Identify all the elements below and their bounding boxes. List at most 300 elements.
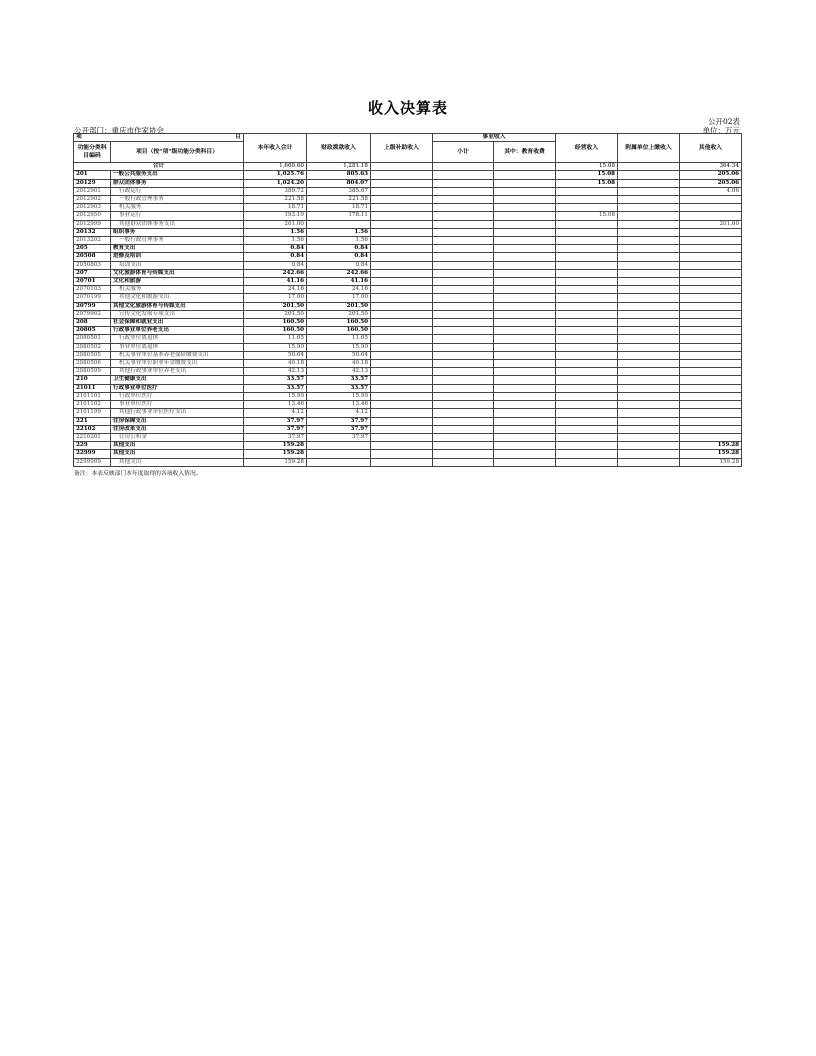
cell-education <box>494 253 556 261</box>
cell-superior <box>371 196 433 204</box>
cell-affiliated <box>618 319 680 327</box>
cell-name: 其他支出 <box>111 442 244 450</box>
header-name: 项目（按“项”级功能分类科目） <box>111 142 244 163</box>
cell-fiscal: 805.63 <box>307 171 371 179</box>
cell-education <box>494 171 556 179</box>
cell-operating <box>556 196 618 204</box>
cell-affiliated <box>618 187 680 195</box>
cell-fiscal: 242.66 <box>307 269 371 277</box>
cell-code: 221 <box>74 417 111 425</box>
cell-operating <box>556 351 618 359</box>
cell-total: 50.64 <box>244 351 307 359</box>
cell-total: 201.50 <box>244 302 307 310</box>
table-row <box>74 196 742 204</box>
cell-operating <box>556 384 618 392</box>
cell-other <box>680 376 742 384</box>
table-row <box>74 319 742 327</box>
cell-name: 其他行政事业单位养老支出 <box>111 368 244 376</box>
cell-total: 221.58 <box>244 196 307 204</box>
table-row <box>74 425 742 433</box>
cell-affiliated <box>618 245 680 253</box>
cell-other <box>680 351 742 359</box>
cell-subtotal <box>433 327 494 335</box>
cell-code: 210 <box>74 376 111 384</box>
table-row <box>74 261 742 269</box>
cell-affiliated <box>618 351 680 359</box>
cell-total: 0.84 <box>244 253 307 261</box>
cell-operating <box>556 253 618 261</box>
cell-code: 22999 <box>74 450 111 458</box>
cell-superior <box>371 376 433 384</box>
cell-operating <box>556 261 618 269</box>
table-row <box>74 278 742 286</box>
cell-name: 文化和旅游 <box>111 278 244 286</box>
cell-education <box>494 196 556 204</box>
cell-fiscal <box>307 450 371 458</box>
cell-name: 事业运行 <box>111 212 244 220</box>
cell-operating <box>556 458 618 466</box>
cell-education <box>494 179 556 187</box>
cell-code: 2080501 <box>74 335 111 343</box>
table-row <box>74 417 742 425</box>
cell-education <box>494 384 556 392</box>
cell-subtotal <box>433 433 494 441</box>
cell-operating <box>556 327 618 335</box>
cell-subtotal <box>433 187 494 195</box>
cell-total: 11.65 <box>244 335 307 343</box>
cell-education <box>494 269 556 277</box>
cell-fiscal: 42.13 <box>307 368 371 376</box>
cell-operating <box>556 269 618 277</box>
cell-name: 行政运行 <box>111 187 244 195</box>
cell-subtotal <box>433 376 494 384</box>
total-other: 364.34 <box>680 163 742 171</box>
cell-name: 群众团体事务 <box>111 179 244 187</box>
cell-code: 2012903 <box>74 204 111 212</box>
cell-affiliated <box>618 442 680 450</box>
cell-superior <box>371 204 433 212</box>
cell-operating <box>556 360 618 368</box>
cell-name: 进修及培训 <box>111 253 244 261</box>
cell-affiliated <box>618 343 680 351</box>
cell-total: 15.90 <box>244 343 307 351</box>
cell-subtotal <box>433 302 494 310</box>
cell-superior <box>371 327 433 335</box>
cell-affiliated <box>618 196 680 204</box>
table-row <box>74 245 742 253</box>
cell-operating <box>556 310 618 318</box>
table-row <box>74 458 742 466</box>
cell-education <box>494 294 556 302</box>
cell-superior <box>371 442 433 450</box>
cell-total: 201.00 <box>244 220 307 228</box>
cell-affiliated <box>618 204 680 212</box>
cell-subtotal <box>433 212 494 220</box>
department-label: 公开部门：重庆市作家协会 <box>74 126 164 135</box>
cell-fiscal: 50.64 <box>307 351 371 359</box>
cell-total: 160.50 <box>244 319 307 327</box>
cell-fiscal <box>307 442 371 450</box>
cell-operating <box>556 286 618 294</box>
cell-other <box>680 237 742 245</box>
cell-operating <box>556 376 618 384</box>
cell-code: 201 <box>74 171 111 179</box>
cell-fiscal: 221.58 <box>307 196 371 204</box>
total-education <box>494 163 556 171</box>
cell-other <box>680 261 742 269</box>
cell-total: 4.12 <box>244 409 307 417</box>
cell-total: 0.84 <box>244 261 307 269</box>
cell-fiscal: 0.84 <box>307 245 371 253</box>
cell-other <box>680 294 742 302</box>
cell-superior <box>371 187 433 195</box>
cell-superior <box>371 278 433 286</box>
cell-fiscal: 0.84 <box>307 261 371 269</box>
cell-education <box>494 425 556 433</box>
header-affiliated: 附属单位上缴收入 <box>618 134 680 163</box>
cell-code: 2080599 <box>74 368 111 376</box>
cell-affiliated <box>618 237 680 245</box>
cell-code: 205 <box>74 245 111 253</box>
cell-affiliated <box>618 433 680 441</box>
cell-affiliated <box>618 278 680 286</box>
cell-total: 17.00 <box>244 294 307 302</box>
cell-education <box>494 302 556 310</box>
table-row <box>74 360 742 368</box>
cell-affiliated <box>618 425 680 433</box>
cell-affiliated <box>618 261 680 269</box>
cell-affiliated <box>618 327 680 335</box>
table-row <box>74 409 742 417</box>
cell-education <box>494 278 556 286</box>
cell-name: 行政事业单位养老支出 <box>111 327 244 335</box>
cell-operating: 15.08 <box>556 171 618 179</box>
cell-subtotal <box>433 171 494 179</box>
cell-fiscal: 0.84 <box>307 253 371 261</box>
cell-total: 37.97 <box>244 417 307 425</box>
cell-subtotal <box>433 278 494 286</box>
cell-subtotal <box>433 286 494 294</box>
cell-name: 其他文化和旅游支出 <box>111 294 244 302</box>
table-row <box>74 253 742 261</box>
cell-superior <box>371 458 433 466</box>
cell-subtotal <box>433 335 494 343</box>
cell-other: 159.28 <box>680 442 742 450</box>
cell-operating <box>556 343 618 351</box>
cell-total: 159.28 <box>244 450 307 458</box>
cell-code: 208 <box>74 319 111 327</box>
cell-other <box>680 228 742 236</box>
cell-other <box>680 401 742 409</box>
cell-superior <box>371 245 433 253</box>
cell-subtotal <box>433 237 494 245</box>
cell-superior <box>371 417 433 425</box>
cell-operating <box>556 319 618 327</box>
header-superior: 上级补助收入 <box>371 134 433 163</box>
cell-operating <box>556 204 618 212</box>
cell-name: 文化旅游体育与传媒支出 <box>111 269 244 277</box>
cell-other <box>680 286 742 294</box>
cell-name: 卫生健康支出 <box>111 376 244 384</box>
cell-fiscal: 37.97 <box>307 433 371 441</box>
cell-operating: 15.08 <box>556 212 618 220</box>
table-row <box>74 179 742 187</box>
cell-other <box>680 335 742 343</box>
cell-name: 其他文化旅游体育与传媒支出 <box>111 302 244 310</box>
table-row <box>74 401 742 409</box>
cell-other <box>680 433 742 441</box>
cell-subtotal <box>433 458 494 466</box>
cell-affiliated <box>618 212 680 220</box>
cell-name: 其他群众团体事务支出 <box>111 220 244 228</box>
cell-superior <box>371 253 433 261</box>
cell-name: 行政单位医疗 <box>111 392 244 400</box>
table-row <box>74 220 742 228</box>
cell-fiscal: 201.50 <box>307 310 371 318</box>
cell-fiscal: 18.71 <box>307 204 371 212</box>
cell-other <box>680 392 742 400</box>
cell-education <box>494 245 556 253</box>
form-number: 公开02表 <box>707 117 740 126</box>
cell-superior <box>371 433 433 441</box>
cell-code: 2012901 <box>74 187 111 195</box>
cell-other: 205.06 <box>680 179 742 187</box>
cell-other <box>680 417 742 425</box>
cell-operating <box>556 245 618 253</box>
header-education: 其中：教育收费 <box>494 142 556 163</box>
cell-name: 行政事业单位医疗 <box>111 384 244 392</box>
cell-fiscal <box>307 220 371 228</box>
total-operating: 15.08 <box>556 163 618 171</box>
total-subtotal <box>433 163 494 171</box>
cell-name: 机关事业单位基本养老保险缴费支出 <box>111 351 244 359</box>
cell-subtotal <box>433 409 494 417</box>
cell-subtotal <box>433 450 494 458</box>
cell-code: 20508 <box>74 253 111 261</box>
cell-name: 社会保障和就业支出 <box>111 319 244 327</box>
cell-affiliated <box>618 269 680 277</box>
cell-subtotal <box>433 228 494 236</box>
header-xiang: 项 <box>74 134 111 142</box>
cell-education <box>494 409 556 417</box>
cell-operating <box>556 392 618 400</box>
cell-name: 机关事业单位职业年金缴费支出 <box>111 360 244 368</box>
cell-fiscal: 385.67 <box>307 187 371 195</box>
cell-education <box>494 433 556 441</box>
cell-operating <box>556 417 618 425</box>
cell-superior <box>371 360 433 368</box>
cell-total: 37.97 <box>244 433 307 441</box>
cell-other: 159.28 <box>680 458 742 466</box>
cell-superior <box>371 384 433 392</box>
cell-code: 21011 <box>74 384 111 392</box>
cell-fiscal: 17.00 <box>307 294 371 302</box>
cell-code: 2070103 <box>74 286 111 294</box>
cell-other <box>680 204 742 212</box>
total-total: 1,660.60 <box>244 163 307 171</box>
table-row <box>74 294 742 302</box>
cell-other <box>680 269 742 277</box>
cell-education <box>494 261 556 269</box>
cell-affiliated <box>618 310 680 318</box>
cell-other <box>680 310 742 318</box>
table-row <box>74 335 742 343</box>
cell-code: 2210201 <box>74 433 111 441</box>
cell-code: 2101199 <box>74 409 111 417</box>
cell-operating: 15.08 <box>556 179 618 187</box>
cell-total: 33.57 <box>244 384 307 392</box>
cell-superior <box>371 319 433 327</box>
cell-affiliated <box>618 392 680 400</box>
cell-operating <box>556 302 618 310</box>
cell-name: 其他支出 <box>111 458 244 466</box>
cell-code: 207 <box>74 269 111 277</box>
cell-total: 33.57 <box>244 376 307 384</box>
header-fiscal: 财政拨款收入 <box>307 134 371 163</box>
cell-education <box>494 237 556 245</box>
total-fiscal: 1,281.18 <box>307 163 371 171</box>
table-row <box>74 392 742 400</box>
cell-education <box>494 220 556 228</box>
cell-fiscal: 15.90 <box>307 343 371 351</box>
cell-name: 事业单位医疗 <box>111 401 244 409</box>
cell-operating <box>556 237 618 245</box>
cell-other <box>680 196 742 204</box>
cell-affiliated <box>618 228 680 236</box>
cell-superior <box>371 351 433 359</box>
cell-education <box>494 319 556 327</box>
cell-superior <box>371 302 433 310</box>
cell-code: 2101101 <box>74 392 111 400</box>
table-row <box>74 212 742 220</box>
cell-education <box>494 335 556 343</box>
cell-fiscal <box>307 458 371 466</box>
table-row <box>74 433 742 441</box>
cell-operating <box>556 442 618 450</box>
cell-name: 教育支出 <box>111 245 244 253</box>
cell-operating <box>556 425 618 433</box>
cell-name: 其他行政事业单位医疗支出 <box>111 409 244 417</box>
cell-superior <box>371 343 433 351</box>
cell-education <box>494 450 556 458</box>
total-superior <box>371 163 433 171</box>
cell-education <box>494 228 556 236</box>
cell-education <box>494 310 556 318</box>
cell-superior <box>371 401 433 409</box>
unit-label: 单位：万元 <box>702 126 740 135</box>
cell-fiscal: 13.46 <box>307 401 371 409</box>
cell-superior <box>371 409 433 417</box>
cell-fiscal: 15.99 <box>307 392 371 400</box>
cell-subtotal <box>433 417 494 425</box>
footnote: 备注：本表反映部门本年度取得的各项收入情况。 <box>74 471 202 477</box>
cell-operating <box>556 450 618 458</box>
cell-total: 1,025.76 <box>244 171 307 179</box>
header-total-income: 本年收入合计 <box>244 134 307 163</box>
header-operating: 经营收入 <box>556 134 618 163</box>
total-row <box>74 163 742 171</box>
cell-education <box>494 368 556 376</box>
cell-total: 389.72 <box>244 187 307 195</box>
cell-name: 一般行政管理事务 <box>111 237 244 245</box>
cell-superior <box>371 286 433 294</box>
table-row <box>74 351 742 359</box>
cell-code: 20132 <box>74 228 111 236</box>
cell-affiliated <box>618 384 680 392</box>
cell-total: 193.19 <box>244 212 307 220</box>
cell-superior <box>371 335 433 343</box>
cell-subtotal <box>433 294 494 302</box>
cell-name: 培训支出 <box>111 261 244 269</box>
cell-total: 42.13 <box>244 368 307 376</box>
cell-affiliated <box>618 376 680 384</box>
cell-superior <box>371 368 433 376</box>
cell-affiliated <box>618 286 680 294</box>
cell-affiliated <box>618 401 680 409</box>
cell-total: 40.18 <box>244 360 307 368</box>
table-body <box>74 163 742 467</box>
cell-total: 15.99 <box>244 392 307 400</box>
cell-education <box>494 327 556 335</box>
table-row <box>74 310 742 318</box>
cell-other <box>680 319 742 327</box>
cell-subtotal <box>433 401 494 409</box>
cell-subtotal <box>433 368 494 376</box>
total-affiliated <box>618 163 680 171</box>
cell-other <box>680 368 742 376</box>
cell-total: 37.97 <box>244 425 307 433</box>
table-row <box>74 376 742 384</box>
cell-code: 2012999 <box>74 220 111 228</box>
cell-superior <box>371 212 433 220</box>
cell-other <box>680 384 742 392</box>
cell-subtotal <box>433 220 494 228</box>
cell-fiscal: 804.07 <box>307 179 371 187</box>
cell-superior <box>371 269 433 277</box>
cell-affiliated <box>618 335 680 343</box>
cell-superior <box>371 425 433 433</box>
cell-total: 160.50 <box>244 327 307 335</box>
header-business: 事业收入 <box>433 134 556 142</box>
cell-fiscal: 4.12 <box>307 409 371 417</box>
cell-subtotal <box>433 425 494 433</box>
header-code: 功能分类科目编码 <box>74 142 111 163</box>
table-row <box>74 228 742 236</box>
cell-subtotal <box>433 310 494 318</box>
cell-education <box>494 360 556 368</box>
cell-code: 2080502 <box>74 343 111 351</box>
cell-name: 住房保障支出 <box>111 417 244 425</box>
cell-total: 13.46 <box>244 401 307 409</box>
cell-superior <box>371 179 433 187</box>
cell-operating <box>556 335 618 343</box>
cell-total: 1.56 <box>244 237 307 245</box>
table-row <box>74 269 742 277</box>
income-table <box>73 133 742 467</box>
cell-fiscal: 24.16 <box>307 286 371 294</box>
cell-subtotal <box>433 360 494 368</box>
cell-superior <box>371 392 433 400</box>
cell-name: 住房公积金 <box>111 433 244 441</box>
cell-superior <box>371 237 433 245</box>
cell-code: 2012902 <box>74 196 111 204</box>
cell-fiscal: 160.50 <box>307 319 371 327</box>
cell-code: 2050803 <box>74 261 111 269</box>
cell-total: 159.28 <box>244 442 307 450</box>
cell-superior <box>371 450 433 458</box>
cell-superior <box>371 171 433 179</box>
cell-other <box>680 327 742 335</box>
